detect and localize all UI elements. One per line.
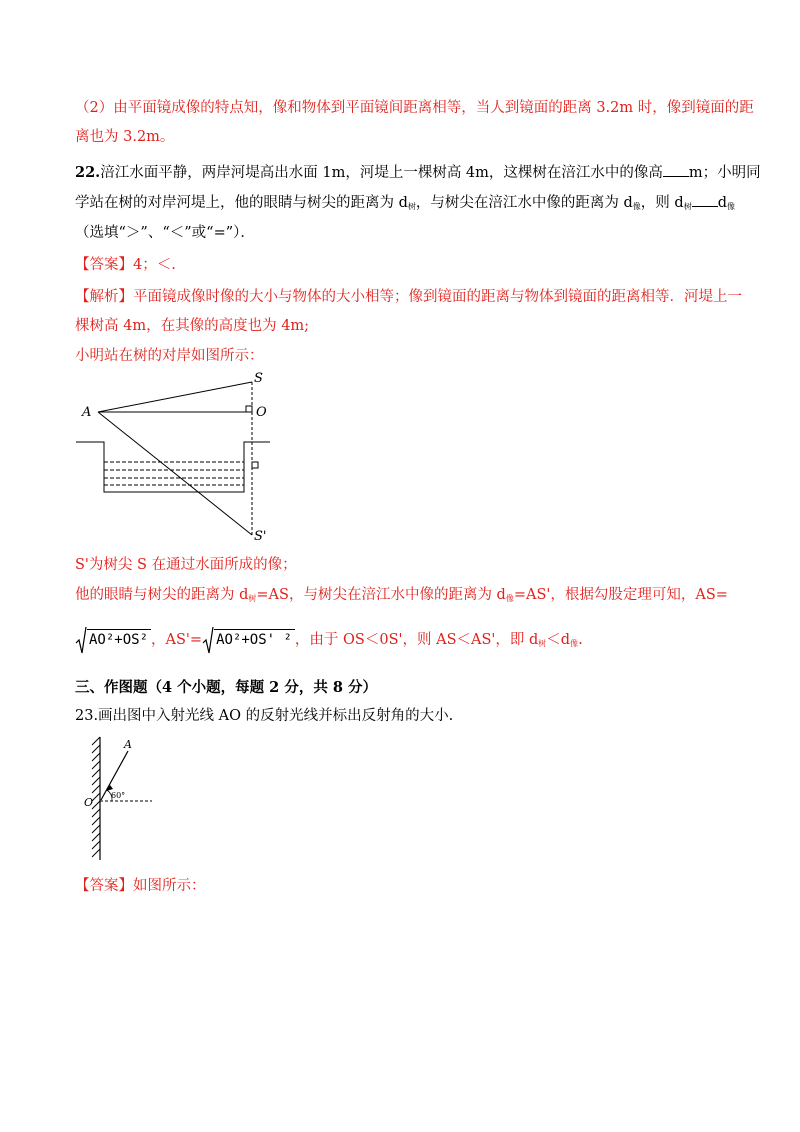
label-A: A — [124, 738, 132, 751]
formula-line-tail — [295, 632, 583, 648]
analysis-line5-part-c: =AS'，根据勾股定理可知，AS= — [513, 587, 728, 603]
analysis-label: 【解析】 — [75, 289, 133, 305]
answer-label: 【答案】 — [75, 878, 133, 894]
answer23 — [75, 876, 206, 896]
q22-line2-part-d: d — [717, 195, 727, 211]
subscript-image: 像 — [632, 202, 641, 211]
river-reflection-figure — [74, 370, 284, 550]
label-O: O — [256, 405, 267, 420]
analysis22-line1 — [75, 287, 742, 307]
analysis22-line2: 棵树高 4m，在其像的高度也为 4m; — [75, 318, 310, 334]
analysis22-line4: S'为树尖 S 在通过水面所成的像； — [75, 557, 297, 573]
formula-as-prime-label: ，AS'= — [151, 632, 203, 648]
prev-paragraph-line1: （2）由平面镜成像的特点知，像和物体到平面镜间距离相等，当人到镜面的距离 3.2m 时，像到镜面的距 — [75, 100, 754, 116]
q22-line2-part-c: ，则 d — [640, 195, 684, 211]
analysis-line6-end: . — [578, 632, 583, 648]
formula-AS-prime: AO²+OS' ² — [214, 629, 295, 648]
q22-line2-part-b: ，与树尖在涪江水中像的距离为 d — [415, 195, 633, 211]
answer22 — [75, 255, 176, 275]
subscript-tree: 树 — [683, 202, 692, 211]
label-O: O — [84, 796, 94, 809]
answer-value: 4；＜. — [133, 257, 176, 273]
q22-number: 22. — [75, 164, 101, 181]
label-S-prime: S' — [254, 529, 267, 544]
answer-value: 如图所示： — [133, 878, 206, 894]
q22-line1-text: 涪江水面平静，两岸河堤高出水面 1m，河堤上一棵树高 4m，这棵树在涪江水中的像高 — [100, 165, 663, 181]
formula-line — [75, 625, 583, 659]
line-AS-prime — [98, 412, 252, 535]
sqrt-symbol — [75, 625, 87, 655]
q22-line2 — [75, 193, 735, 215]
subscript-tree: 树 — [248, 594, 257, 603]
section-title: 三、作图题（4 个小题，每题 2 分，共 8 分） — [75, 679, 378, 696]
subscript-tree: 树 — [538, 639, 547, 648]
subscript-image: 像 — [726, 202, 735, 211]
label-S: S — [254, 371, 263, 386]
analysis22-line3: 小明站在树的对岸如图所示： — [75, 348, 264, 364]
formula-AS: AO²+OS² — [87, 629, 151, 648]
q22-line1 — [75, 163, 761, 183]
prev-paragraph-line2: 离也为 3.2m。 — [75, 129, 175, 145]
sqrt-symbol — [202, 625, 214, 655]
analysis-line5-part-a: 他的眼睛与树尖的距离为 d — [75, 587, 249, 603]
mirror-incident-ray-figure — [80, 735, 170, 865]
analysis22-line5 — [75, 585, 728, 607]
q22-blank1 — [663, 164, 689, 177]
analysis-line5-part-b: =AS，与树尖在涪江水中像的距离为 d — [256, 587, 506, 603]
analysis-line6-part-a: ，由于 OS＜0S'，则 AS＜AS'，即 d — [294, 632, 539, 648]
line-AS — [98, 382, 252, 412]
right-angle-marker — [246, 406, 252, 412]
label-A: A — [82, 405, 92, 420]
q23-text: 23.画出图中入射光线 AO 的反射光线并标出反射角的大小. — [75, 708, 454, 724]
q22-line1-unit: m；小明同 — [688, 165, 761, 181]
analysis-line1-text: 平面镜成像时像的大小与物体的大小相等；像到镜面的距离与物体到镜面的距离相等．河堤上一 — [133, 289, 742, 305]
right-angle-marker — [252, 462, 258, 468]
subscript-image: 像 — [505, 594, 514, 603]
subscript-tree: 树 — [407, 202, 416, 211]
mirror-hatch — [92, 737, 100, 857]
analysis-line6-part-b: ＜d — [546, 632, 571, 648]
angle-label: 60° — [111, 791, 126, 800]
q22-line2-part-a: 学站在树的对岸河堤上，他的眼睛与树尖的距离为 d — [75, 195, 408, 211]
q22-line3: （选填“＞”、“＜”或“=”）． — [75, 225, 255, 241]
q22-blank2 — [692, 194, 718, 207]
answer-label: 【答案】 — [75, 257, 133, 273]
subscript-image: 像 — [570, 639, 579, 648]
